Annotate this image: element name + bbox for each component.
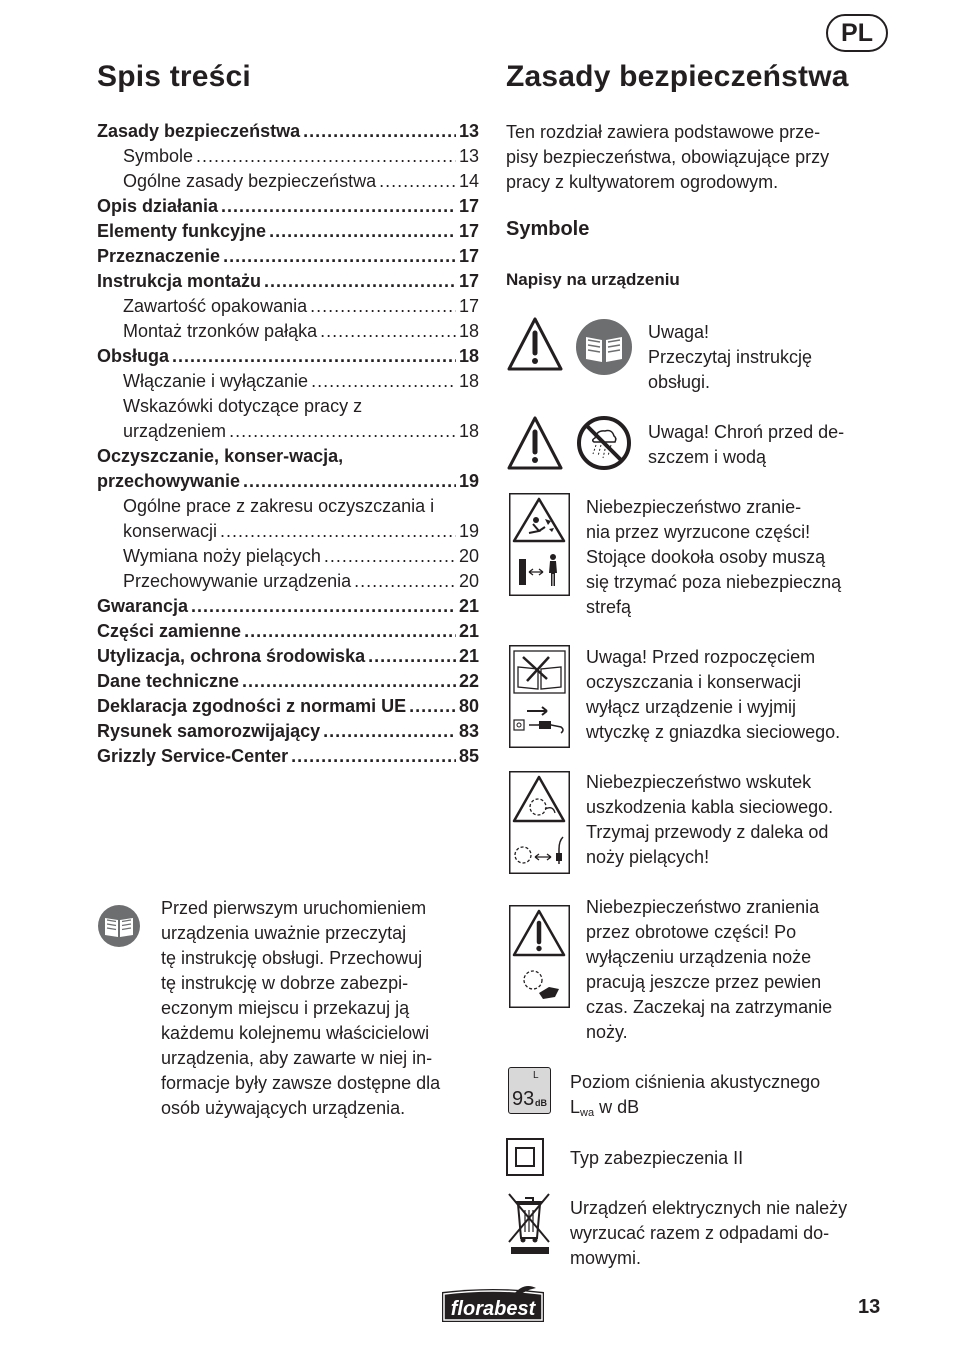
symbols-heading: Symbole — [506, 218, 590, 240]
toc-entry-label: Gwarancja — [97, 596, 189, 616]
unplug-before-maintenance-icon — [509, 645, 570, 748]
toc-entry-label: Włączanie i wyłączanie — [123, 371, 309, 391]
toc-entry-label: urządzeniem — [123, 421, 227, 441]
toc-entry — [97, 219, 479, 244]
book-icon — [575, 318, 633, 376]
intro-line: pracy z kultywatorem ogrodowym. — [506, 172, 779, 192]
toc-entry-page: 83 — [458, 721, 479, 741]
page-number: 13 — [858, 1296, 881, 1318]
sound-sub: wa — [580, 1107, 595, 1119]
toc-entry — [97, 594, 479, 619]
toc-entry-label: Przeznaczenie — [97, 246, 221, 266]
toc-entry-label: Zawartość opakowania — [123, 296, 308, 316]
intro-line: Ten rozdział zawiera podstawowe prze- — [506, 122, 821, 142]
florabest-logo — [438, 1284, 548, 1326]
toc-leader-dots — [311, 369, 456, 394]
toc-entry-page: 17 — [458, 271, 479, 291]
symbol-text-line: Przeczytaj instrukcję — [648, 347, 813, 367]
brand-name: florabest — [450, 1298, 536, 1320]
protection-class-ii-icon — [506, 1138, 544, 1176]
read-note-line: każdemu kolejnemu właścicielowi — [161, 1023, 430, 1043]
symbol-text-line: oczyszczania i konserwacji — [586, 672, 802, 692]
weee-bin-icon — [506, 1190, 552, 1256]
read-note-line: osób używających urządzenia. — [161, 1098, 406, 1118]
toc-entry — [97, 694, 479, 719]
symbol-text-line: noży. — [586, 1022, 628, 1042]
table-of-contents — [97, 119, 479, 769]
toc-entry — [97, 744, 479, 769]
toc-entry — [97, 144, 479, 169]
symbol-text-line: nia przez wyrzucone części! — [586, 522, 811, 542]
read-note-line: eczonym miejscu i przekazuj ją — [161, 998, 410, 1018]
toc-entry-page: 14 — [458, 171, 479, 191]
toc-entry-page: 85 — [458, 746, 479, 766]
toc-entry-label: Wskazówki dotyczące pracy z — [123, 396, 363, 416]
symbol-text-line: szczem i wodą — [648, 447, 767, 467]
toc-entry — [97, 419, 479, 444]
read-note-line: tę instrukcję w dobrze zabezpi- — [161, 973, 409, 993]
toc-entry — [97, 194, 479, 219]
toc-entry — [97, 319, 479, 344]
toc-leader-dots — [223, 244, 456, 269]
rotating-parts-warning-icon — [509, 905, 570, 1008]
toc-entry — [97, 644, 479, 669]
toc-leader-dots — [243, 469, 456, 494]
symbol-text-line: Niebezpieczeństwo zranie- — [586, 497, 802, 517]
symbol-text-line: wyrzucać razem z odpadami do- — [570, 1223, 830, 1243]
toc-entry-label: Zasady bezpieczeństwa — [97, 121, 301, 141]
toc-entry — [97, 444, 479, 469]
toc-leader-dots — [191, 594, 456, 619]
toc-entry — [97, 469, 479, 494]
symbol-text-line: pracują jeszcze przez pewien — [586, 972, 822, 992]
toc-leader-dots — [368, 644, 456, 669]
warning-triangle-icon — [506, 316, 564, 372]
read-note-line: urządzenia uważnie przeczytaj — [161, 923, 407, 943]
symbol-text-line: obsługi. — [648, 372, 711, 392]
symbol-text-line: Uwaga! — [648, 322, 710, 342]
warning-triangle-icon — [506, 415, 564, 471]
symbol-text-line: noży pielących! — [586, 847, 710, 867]
toc-entry — [97, 369, 479, 394]
symbol-rotating-text — [586, 895, 832, 1045]
toc-entry-page: 21 — [458, 646, 479, 666]
toc-leader-dots — [172, 344, 456, 369]
toc-entry-label: konserwacji — [123, 521, 218, 541]
symbol-text-line: wtyczkę z gniazdka sieciowego. — [586, 722, 841, 742]
toc-leader-dots — [324, 544, 456, 569]
symbol-protection-text — [570, 1146, 743, 1171]
toc-entry-label: Grizzly Service-Center — [97, 746, 289, 766]
symbol-text-line: Niebezpieczeństwo wskutek — [586, 772, 812, 792]
toc-entry — [97, 344, 479, 369]
toc-entry-label: Utylizacja, ochrona środowiska — [97, 646, 366, 666]
toc-entry — [97, 394, 479, 419]
toc-leader-dots — [264, 269, 456, 294]
toc-entry-page: 18 — [458, 371, 479, 391]
toc-entry-label: Wymiana noży pielących — [123, 546, 321, 566]
sound-icon-l-label: L — [533, 1070, 539, 1081]
toc-leader-dots — [269, 219, 456, 244]
toc-entry-label: Elementy funkcyjne — [97, 221, 267, 241]
sound-icon-value: 93 — [512, 1088, 535, 1110]
language-badge: PL — [826, 14, 888, 52]
read-note-line: tę instrukcję obsługi. Przechowuj — [161, 948, 423, 968]
toc-entry — [97, 269, 479, 294]
toc-entry-label: Instrukcja montażu — [97, 271, 262, 291]
toc-leader-dots — [379, 169, 456, 194]
sound-level-icon — [508, 1067, 551, 1114]
symbol-text-line: wyłącz urządzenie i wyjmij — [586, 697, 797, 717]
toc-entry-label: Rysunek samorozwijający — [97, 721, 321, 741]
toc-entry-label: Montaż trzonków pałąka — [123, 321, 318, 341]
toc-entry-label: Części zamienne — [97, 621, 242, 641]
toc-entry — [97, 719, 479, 744]
protection-text: Typ zabezpieczenia II — [570, 1148, 744, 1168]
toc-entry-page: 13 — [458, 146, 479, 166]
toc-leader-dots — [242, 669, 456, 694]
toc-leader-dots — [409, 694, 456, 719]
toc-leader-dots — [196, 144, 456, 169]
toc-entry-page: 17 — [458, 221, 479, 241]
symbol-text-line: Niebezpieczeństwo zranienia — [586, 897, 820, 917]
symbol-text-line: przez obrotowe części! Po — [586, 922, 797, 942]
toc-leader-dots — [229, 419, 456, 444]
toc-entry-label: Deklaracja zgodności z normami UE — [97, 696, 407, 716]
toc-entry-label: Ogólne zasady bezpieczeństwa — [123, 171, 377, 191]
sound-unit: w dB — [594, 1097, 640, 1117]
toc-leader-dots — [244, 619, 456, 644]
toc-entry-page: 19 — [458, 521, 479, 541]
toc-entry — [97, 119, 479, 144]
toc-entry — [97, 569, 479, 594]
toc-leader-dots — [354, 569, 456, 594]
toc-leader-dots — [310, 294, 456, 319]
safety-title: Zasady bezpieczeństwa — [506, 60, 849, 93]
symbol-text-line: wyłączeniu urządzenia noże — [586, 947, 812, 967]
toc-title: Spis treści — [97, 60, 251, 93]
no-rain-icon — [575, 414, 633, 472]
symbol-unplug-text — [586, 645, 840, 745]
toc-leader-dots — [303, 119, 456, 144]
toc-entry-page: 22 — [458, 671, 479, 691]
toc-entry-label: Obsługa — [97, 346, 170, 366]
cable-damage-warning-icon — [509, 771, 570, 874]
toc-entry — [97, 294, 479, 319]
toc-leader-dots — [320, 319, 456, 344]
read-manual-note — [161, 896, 481, 1121]
toc-leader-dots — [221, 194, 456, 219]
toc-entry-page: 17 — [458, 196, 479, 216]
toc-entry-page: 21 — [458, 621, 479, 641]
toc-entry-label: Symbole — [123, 146, 194, 166]
book-icon — [97, 904, 141, 948]
symbol-text-line: uszkodzenia kabla sieciowego. — [586, 797, 834, 817]
toc-entry-page: 80 — [458, 696, 479, 716]
symbol-text-line: Stojące dookoła osoby muszą — [586, 547, 826, 567]
toc-entry-page: 17 — [458, 246, 479, 266]
toc-entry-page: 21 — [458, 596, 479, 616]
toc-entry — [97, 544, 479, 569]
symbol-sound-text — [570, 1070, 820, 1126]
toc-entry-label: przechowywanie — [97, 471, 241, 491]
symbol-text-line: strefą — [586, 597, 632, 617]
symbol-thrown-parts-text — [586, 495, 841, 620]
toc-leader-dots — [220, 519, 456, 544]
symbol-text-line: mowymi. — [570, 1248, 641, 1268]
read-note-line: urządzenia, aby zawarte w niej in- — [161, 1048, 433, 1068]
intro-line: pisy bezpieczeństwa, obowiązujące przy — [506, 147, 830, 167]
toc-entry — [97, 519, 479, 544]
toc-entry — [97, 494, 479, 519]
sound-text-line: Poziom ciśnienia akustycznego — [570, 1072, 821, 1092]
sound-l: L — [570, 1097, 581, 1117]
symbol-text-line: się trzymać poza niebezpieczną — [586, 572, 842, 592]
symbol-text-line: czas. Zaczekaj na zatrzymanie — [586, 997, 833, 1017]
toc-entry-page: 17 — [458, 296, 479, 316]
toc-entry-page: 20 — [458, 571, 479, 591]
device-labels-heading: Napisy na urządzeniu — [506, 270, 680, 289]
symbol-text-line: Trzymaj przewody z daleka od — [586, 822, 829, 842]
symbol-text-line: Uwaga! Chroń przed de- — [648, 422, 845, 442]
symbol-cable-text — [586, 770, 833, 870]
safety-intro — [506, 120, 886, 195]
toc-entry-page: 18 — [458, 421, 479, 441]
toc-entry-page: 18 — [458, 346, 479, 366]
symbol-rain-text — [648, 420, 844, 470]
read-note-line: Przed pierwszym uruchomieniem — [161, 898, 427, 918]
symbol-weee-text — [570, 1196, 847, 1271]
symbol-read-manual-text — [648, 320, 812, 395]
symbol-text-line: Uwaga! Przed rozpoczęciem — [586, 647, 816, 667]
toc-entry-page: 13 — [458, 121, 479, 141]
toc-entry-page: 19 — [458, 471, 479, 491]
symbol-text-line: Urządzeń elektrycznych nie należy — [570, 1198, 848, 1218]
toc-entry-label: Opis działania — [97, 196, 219, 216]
toc-entry — [97, 619, 479, 644]
toc-entry — [97, 169, 479, 194]
toc-entry-label: Ogólne prace z zakresu oczyszczania i — [123, 496, 435, 516]
toc-entry-page: 20 — [458, 546, 479, 566]
toc-entry-label: Przechowywanie urządzenia — [123, 571, 352, 591]
toc-entry-page: 18 — [458, 321, 479, 341]
sound-icon-unit: dB — [535, 1098, 547, 1108]
read-note-line: formacje były zawsze dostępne dla — [161, 1073, 441, 1093]
toc-entry-label: Dane techniczne — [97, 671, 240, 691]
toc-leader-dots — [323, 719, 456, 744]
toc-entry — [97, 244, 479, 269]
thrown-objects-warning-icon — [509, 493, 570, 596]
toc-entry — [97, 669, 479, 694]
toc-leader-dots — [291, 744, 456, 769]
toc-entry-label: Oczyszczanie, konser-wacja, — [97, 446, 344, 466]
